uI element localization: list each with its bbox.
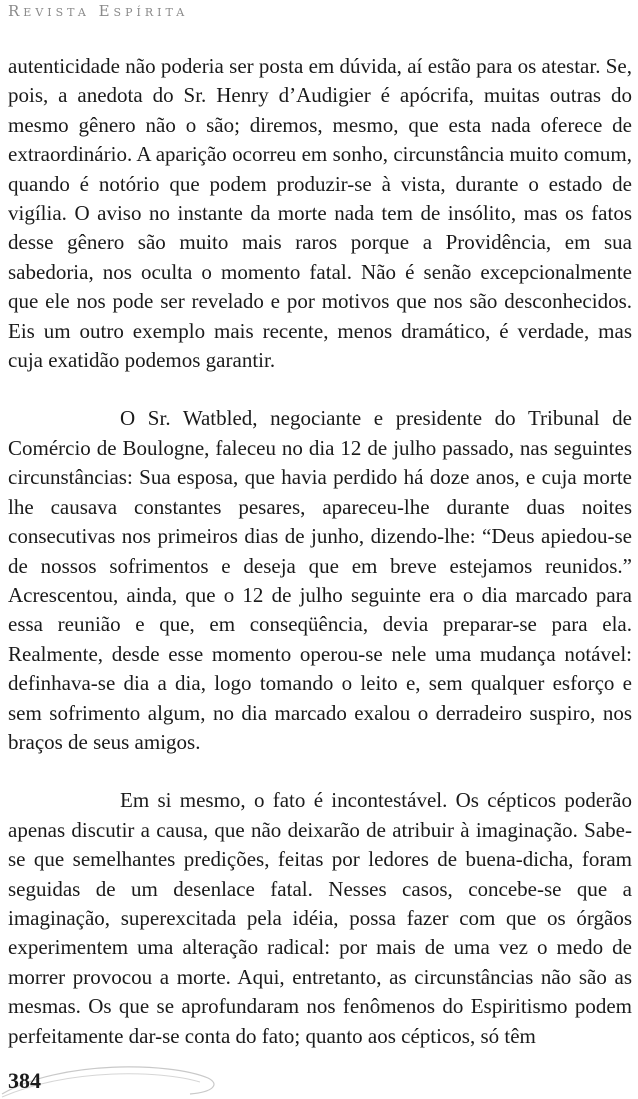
body-text (8, 52, 632, 1051)
running-head: Revista Espírita (8, 2, 189, 20)
page-number: 384 (8, 1068, 41, 1093)
paragraph: O Sr. Watbled, negociante e presidente do Tribunal de Comércio de Boulogne, faleceu no dia 12 de julho passado, nas seguintes circunstâncias: Sua esposa, que havia perdido há doze anos, e cuja morte lhe causava constantes pesares, apareceu-lhe durante duas noites consecutivas nos primeiros dias de junho, dizendo-lhe: “Deus apiedou-se de nossos sofrimentos e deseja que em breve estejamos reunidos.” Acrescentou, ainda, que o 12 de julho seguinte era o dia marcado para essa reunião e que, em conseqüência, devia preparar-se para ela. Realmente, desde esse momento operou-se nele uma mudança notável: definhava-se dia a dia, logo tomando o leito e, sem qualquer esforço e sem sofrimento algum, no dia marcado exalou o derradeiro suspiro, nos braços de seus amigos. (8, 406, 632, 754)
paragraph: autenticidade não poderia ser posta em dúvida, aí estão para os atestar. Se, pois, a anedota do Sr. Henry d’Audigier é apócrifa, muitas outras do mesmo gênero não o são; diremos, mesmo, que esta nada oferece de extraordinário. A aparição ocorreu em sonho, circunstância muito comum, quando é notório que podem produzir-se à vista, durante o estado de vigília. O aviso no instante da morte nada tem de insólito, mas os fatos desse gênero são muito mais raros porque a Providência, em sua sabedoria, nos oculta o momento fatal. Não é senão excepcionalmente que ele nos pode ser revelado e por motivos que nos são desconhecidos. Eis um outro exemplo mais recente, menos dramático, é verdade, mas cuja exatidão podemos garantir. (8, 54, 632, 373)
paragraph: Em si mesmo, o fato é incontestável. Os cépticos poderão apenas discutir a causa, que não deixarão de atribuir à imaginação. Sabe-se que semelhantes predições, feitas por ledores de buena-dicha, foram seguidas de um desenlace fatal. Nesses casos, concebe-se que a imaginação, superexcitada pela idéia, possa fazer com que os órgãos experimentem uma alteração radical: por mais de uma vez o medo de morrer provocou a morte. Aqui, entretanto, as circunstâncias não são as mesmas. Os que se aprofundaram nos fenômenos do Espiritismo podem perfeitamente dar-se conta do fato; quanto aos cépticos, só têm (8, 788, 632, 1048)
